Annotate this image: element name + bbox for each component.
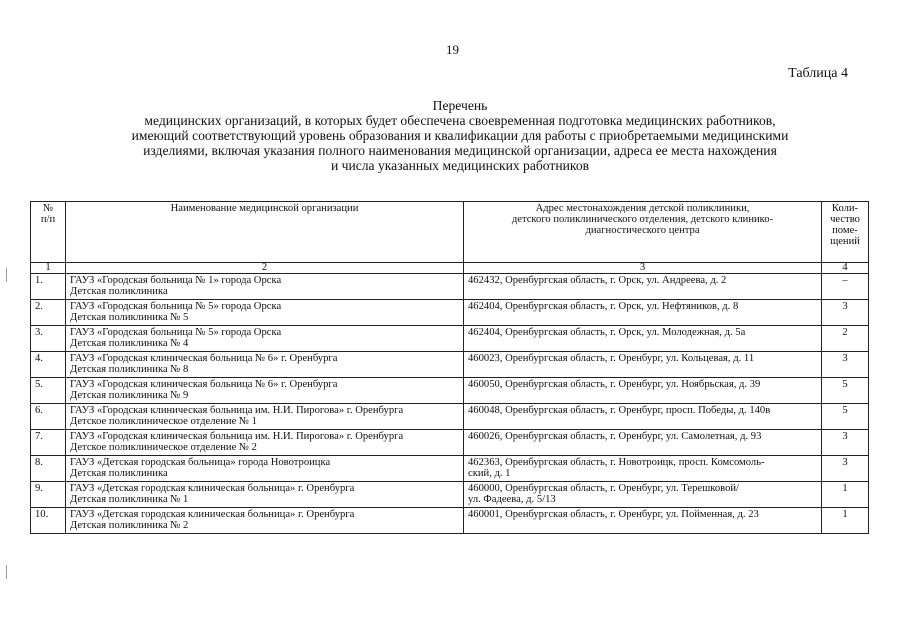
cell-text: ГАУЗ «Городская клиническая больница им. Н.И. Пирогова» г. Оренбурга	[70, 405, 404, 416]
organization-address	[464, 404, 822, 430]
room-count: –	[822, 274, 869, 300]
cell-text: ГАУЗ «Детская городская клиническая больница» г. Оренбурга	[70, 483, 355, 494]
table-row	[31, 456, 869, 482]
cell-text: ул. Фадеева, д. 5/13	[468, 494, 556, 505]
table-label: Таблица 4	[788, 66, 848, 81]
organization-name	[66, 482, 464, 508]
cell-text: Детская поликлиника	[70, 468, 168, 479]
cell-text: 460048, Оренбургская область, г. Оренбург, просп. Победы, д. 140в	[468, 405, 771, 416]
room-count: 3	[822, 352, 869, 378]
row-number: 9.	[31, 482, 66, 508]
table-row	[31, 508, 869, 534]
cell-text: Детская поликлиника № 2	[70, 520, 189, 531]
page-number: 19	[446, 42, 459, 57]
table-row	[31, 326, 869, 352]
title-line: медицинских организаций, в которых будет обеспечена своевременная подготовка медицинских работников,	[144, 113, 776, 128]
header-count	[822, 202, 869, 263]
row-number: 3.	[31, 326, 66, 352]
organization-address	[464, 456, 822, 482]
table-row	[31, 300, 869, 326]
column-index: 2	[66, 263, 464, 274]
cell-text: ГАУЗ «Городская клиническая больница № 6» г. Оренбурга	[70, 353, 338, 364]
organization-address	[464, 508, 822, 534]
cell-text: 462363, Оренбургская область, г. Новотроицк, просп. Комсомоль-	[468, 457, 765, 468]
cell-text: Детское поликлиническое отделение № 1	[70, 416, 257, 427]
table-row	[31, 482, 869, 508]
table-row	[31, 404, 869, 430]
header-text: Наименование медицинской организации	[170, 203, 359, 214]
room-count: 1	[822, 482, 869, 508]
room-count: 3	[822, 300, 869, 326]
column-index: 1	[31, 263, 66, 274]
header-text: чество	[830, 214, 860, 225]
title-line: изделиями, включая указания полного наименования медицинской организации, адреса ее места нахождения	[143, 143, 777, 158]
header-name	[66, 202, 464, 263]
column-index: 3	[464, 263, 822, 274]
cell-text: Детская поликлиника № 4	[70, 338, 189, 349]
cell-text: Детская поликлиника	[70, 286, 168, 297]
room-count: 2	[822, 326, 869, 352]
cell-text: 460050, Оренбургская область, г. Оренбург, ул. Ноябрьская, д. 39	[468, 379, 761, 390]
column-index: 4	[822, 263, 869, 274]
cell-text: ГАУЗ «Городская клиническая больница им. Н.И. Пирогова» г. Оренбурга	[70, 431, 404, 442]
room-count: 5	[822, 378, 869, 404]
organization-address	[464, 326, 822, 352]
table-row	[31, 430, 869, 456]
column-index-row	[31, 263, 869, 274]
header-text: №	[42, 203, 54, 214]
row-number: 7.	[31, 430, 66, 456]
header-text: поме-	[832, 225, 858, 236]
cell-text: 462432, Оренбургская область, г. Орск, ул. Андреева, д. 2	[468, 275, 727, 286]
header-text: Адрес местонахождения детской поликлиники,	[535, 203, 750, 214]
title-line: имеющий соответствующий уровень образования и квалификации для работы с приобретаемыми медицинскими	[131, 128, 789, 143]
title-line: и числа указанных медицинских работников	[330, 158, 590, 173]
organization-name	[66, 274, 464, 300]
cell-text: Детская поликлиника № 1	[70, 494, 189, 505]
room-count: 5	[822, 404, 869, 430]
table-row	[31, 378, 869, 404]
row-number: 6.	[31, 404, 66, 430]
row-number: 8.	[31, 456, 66, 482]
cell-text: ГАУЗ «Городская больница № 5» города Орска	[70, 327, 282, 338]
row-number: 5.	[31, 378, 66, 404]
organization-name	[66, 352, 464, 378]
table-row	[31, 352, 869, 378]
row-number: 1.	[31, 274, 66, 300]
organization-name	[66, 456, 464, 482]
cell-text: ГАУЗ «Городская клиническая больница № 6» г. Оренбурга	[70, 379, 338, 390]
cell-text: Детская поликлиника № 5	[70, 312, 189, 323]
header-text: детского поликлинического отделения, детского клинико-	[511, 214, 774, 225]
room-count: 3	[822, 456, 869, 482]
row-number: 10.	[31, 508, 66, 534]
row-number: 2.	[31, 300, 66, 326]
cell-text: ГАУЗ «Детская городская клиническая больница» г. Оренбурга	[70, 509, 355, 520]
organization-name	[66, 404, 464, 430]
header-text: щений	[830, 236, 860, 247]
cell-text: 462404, Оренбургская область, г. Орск, ул. Нефтяников, д. 8	[468, 301, 739, 312]
organization-address	[464, 482, 822, 508]
organization-address	[464, 300, 822, 326]
margin-mark	[6, 565, 7, 579]
room-count: 1	[822, 508, 869, 534]
cell-text: 460026, Оренбургская область, г. Оренбург, ул. Самолетная, д. 93	[468, 431, 762, 442]
organization-address	[464, 274, 822, 300]
cell-text: Детская поликлиника № 9	[70, 390, 189, 401]
organization-name	[66, 378, 464, 404]
cell-text: Детская поликлиника № 8	[70, 364, 189, 375]
row-number: 4.	[31, 352, 66, 378]
header-num	[31, 202, 66, 263]
organization-address	[464, 378, 822, 404]
organization-name	[66, 508, 464, 534]
header-text: Коли-	[831, 203, 859, 214]
table-header-row	[31, 202, 869, 263]
header-address	[464, 202, 822, 263]
cell-text: ГАУЗ «Городская больница № 5» города Орска	[70, 301, 282, 312]
cell-text: ГАУЗ «Городская больница № 1» города Орска	[70, 275, 282, 286]
cell-text: 460023, Оренбургская область, г. Оренбург, ул. Кольцевая, д. 11	[468, 353, 755, 364]
header-text: п/п	[40, 214, 56, 225]
header-text: диагностического центра	[585, 225, 700, 236]
organization-name	[66, 300, 464, 326]
cell-text: Детское поликлиническое отделение № 2	[70, 442, 257, 453]
table-row	[31, 274, 869, 300]
room-count: 3	[822, 430, 869, 456]
organization-address	[464, 430, 822, 456]
organizations-table	[30, 201, 869, 534]
document-title	[60, 98, 860, 173]
cell-text: 460001, Оренбургская область, г. Оренбург, ул. Пойменная, д. 23	[468, 509, 759, 520]
organization-name	[66, 326, 464, 352]
organization-address	[464, 352, 822, 378]
margin-mark	[6, 268, 7, 282]
cell-text: ский, д. 1	[468, 468, 511, 479]
organization-name	[66, 430, 464, 456]
cell-text: 462404, Оренбургская область, г. Орск, ул. Молодежная, д. 5а	[468, 327, 746, 338]
cell-text: 460000, Оренбургская область, г. Оренбург, ул. Терешковой/	[468, 483, 739, 494]
cell-text: ГАУЗ «Детская городская больница» города Новотроицка	[70, 457, 331, 468]
title-line: Перечень	[432, 98, 488, 113]
